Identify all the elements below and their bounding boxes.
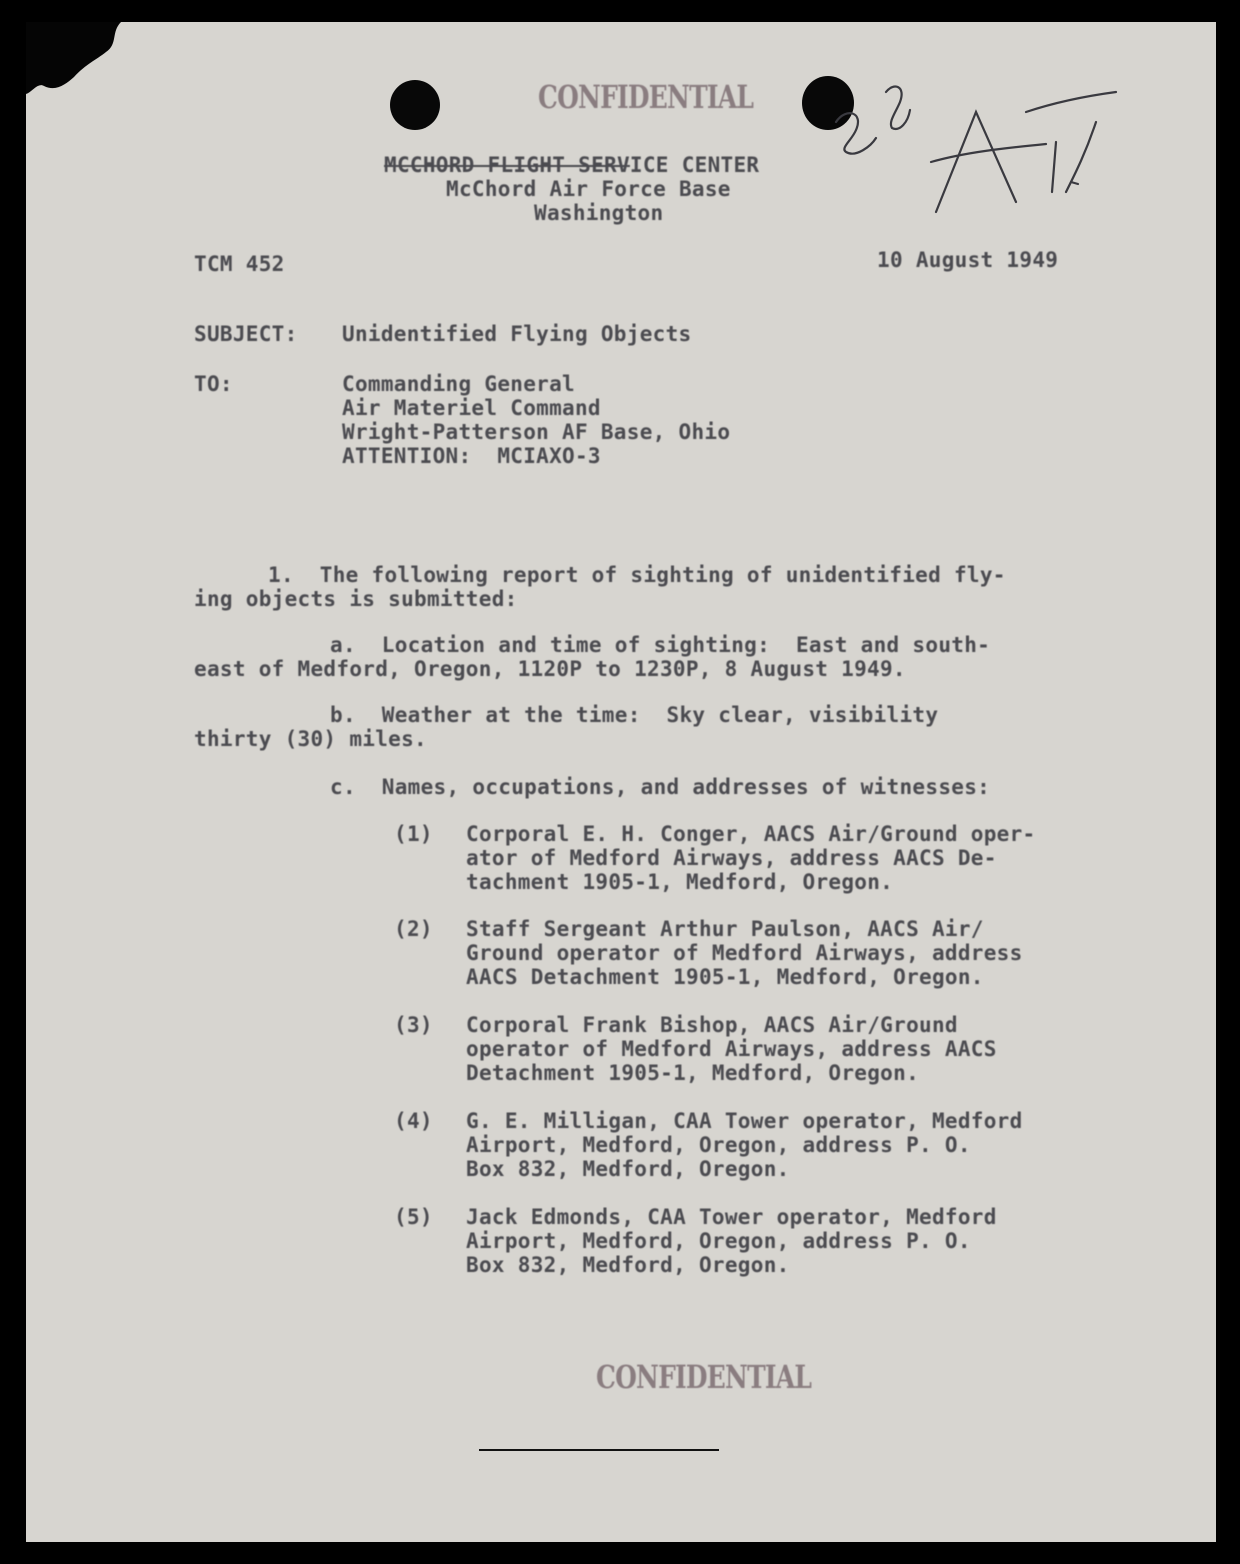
document-date: 10 August 1949 <box>877 248 1059 272</box>
letterhead-line-2: McChord Air Force Base <box>446 177 731 201</box>
handwritten-marks-svg <box>816 52 1136 222</box>
witness-3-line-1: Corporal Frank Bishop, AACS Air/Ground <box>466 1013 958 1037</box>
witness-2-number: (2) <box>394 917 433 941</box>
witness-5-number: (5) <box>394 1205 433 1229</box>
paragraph-1-line-1: 1. The following report of sighting of unidentified fly- <box>268 563 1006 587</box>
witness-5-line-2: Airport, Medford, Oregon, address P. O. <box>466 1229 971 1253</box>
witness-2-line-3: AACS Detachment 1905-1, Medford, Oregon. <box>466 965 984 989</box>
witness-2-line-1: Staff Sergeant Arthur Paulson, AACS Air/ <box>466 917 984 941</box>
subject-text: Unidentified Flying Objects <box>342 322 692 346</box>
punch-hole-left <box>390 80 440 130</box>
to-line-4: ATTENTION: MCIAXO-3 <box>342 444 601 468</box>
to-line-2: Air Materiel Command <box>342 396 601 420</box>
witness-4-number: (4) <box>394 1109 433 1133</box>
witness-3-number: (3) <box>394 1013 433 1037</box>
reference-number: TCM 452 <box>194 252 285 276</box>
witness-2-line-2: Ground operator of Medford Airways, address <box>466 941 1023 965</box>
paragraph-c: c. Names, occupations, and addresses of witnesses: <box>330 775 991 799</box>
witness-5-line-3: Box 832, Medford, Oregon. <box>466 1253 790 1277</box>
witness-1-line-1: Corporal E. H. Conger, AACS Air/Ground oper- <box>466 822 1036 846</box>
letterhead-unstruck-text: ICE CENTER <box>629 153 760 177</box>
paragraph-b-line-2: thirty (30) miles. <box>194 727 427 751</box>
witness-5-line-1: Jack Edmonds, CAA Tower operator, Medford <box>466 1205 997 1229</box>
witness-3-line-3: Detachment 1905-1, Medford, Oregon. <box>466 1061 920 1085</box>
confidential-stamp-bottom: CONFIDENTIAL <box>596 1358 812 1396</box>
witness-3-line-2: operator of Medford Airways, address AACS <box>466 1037 997 1061</box>
paragraph-a-line-2: east of Medford, Oregon, 1120P to 1230P, 8 August 1949. <box>194 657 906 681</box>
witness-4-line-1: G. E. Milligan, CAA Tower operator, Medford <box>466 1109 1023 1133</box>
letterhead-struck-text: MCCHORD FLIGHT SERV <box>384 153 630 177</box>
separator-line <box>479 1449 719 1451</box>
witness-1-line-3: tachment 1905-1, Medford, Oregon. <box>466 870 894 894</box>
to-line-3: Wright-Patterson AF Base, Ohio <box>342 420 731 444</box>
torn-corner <box>26 22 146 112</box>
witness-4-line-3: Box 832, Medford, Oregon. <box>466 1157 790 1181</box>
to-line-1: Commanding General <box>342 372 575 396</box>
confidential-stamp-top: CONFIDENTIAL <box>538 78 754 116</box>
to-label: TO: <box>194 372 233 396</box>
paragraph-b-line-1: b. Weather at the time: Sky clear, visibility <box>330 703 939 727</box>
paragraph-1-line-2: ing objects is submitted: <box>194 587 518 611</box>
paragraph-a-line-1: a. Location and time of sighting: East and south- <box>330 633 991 657</box>
witness-4-line-2: Airport, Medford, Oregon, address P. O. <box>466 1133 971 1157</box>
letterhead-line-3: Washington <box>534 201 664 225</box>
subject-label: SUBJECT: <box>194 322 298 346</box>
witness-1-number: (1) <box>394 822 433 846</box>
document-page <box>26 22 1216 1542</box>
letterhead-line-1 <box>384 153 759 177</box>
witness-1-line-2: ator of Medford Airways, address AACS De- <box>466 846 997 870</box>
handwritten-marks <box>816 52 1136 222</box>
